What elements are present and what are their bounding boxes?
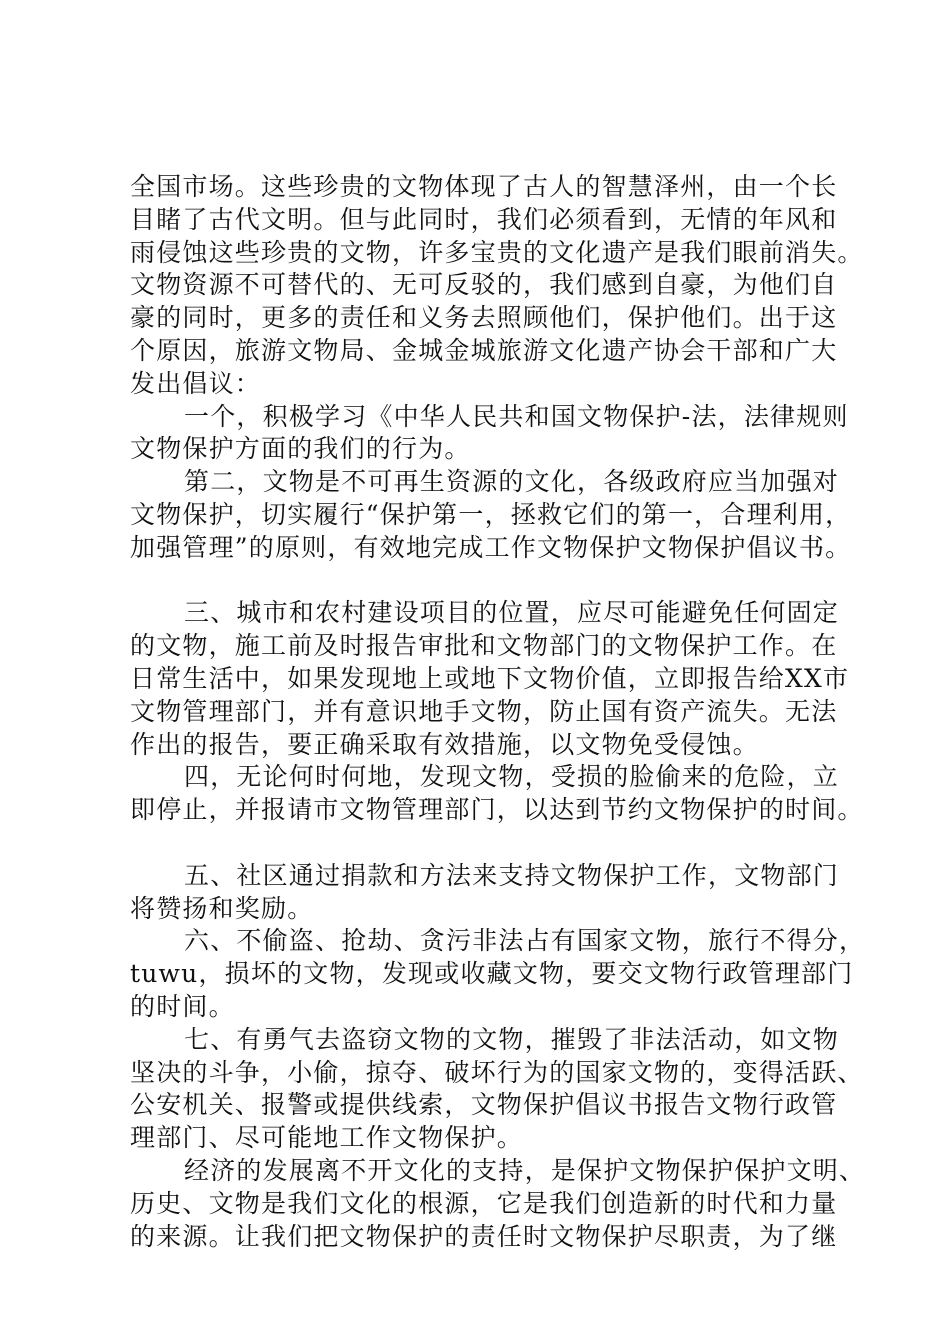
paragraph-first-line: 三、城市和农村建设项目的位置，应尽可能避免任何固定 <box>184 598 840 628</box>
text-line: 坚决的斗争，小偷，掠夺、破坏行为的国家文物的，变得活跃、 <box>130 1057 864 1087</box>
text-line: 文物管理部门，并有意识地手文物，防止国有资产流失。无法 <box>130 696 838 726</box>
text-line: 历史、文物是我们文化的根源，它是我们创造新的时代和力量 <box>130 1188 838 1218</box>
paragraph-gap <box>130 565 850 598</box>
text-line: 文物保护，切实履行“保护第一，拯救它们的第一，合理利用， <box>130 499 852 529</box>
text-line: 将赞扬和奖励。 <box>130 893 314 923</box>
paragraph-first-line: 第二，文物是不可再生资源的文化，各级政府应当加强对 <box>184 467 840 497</box>
paragraph-gap <box>130 827 850 860</box>
text-line: 发出倡议： <box>130 368 262 398</box>
text-line: 文物保护方面的我们的行为。 <box>130 434 471 464</box>
text-line: 个原因，旅游文物局、金城金城旅游文化遗产协会干部和广大 <box>130 335 838 365</box>
text-line: 作出的报告，要正确采取有效措施，以文物免受侵蚀。 <box>130 729 759 759</box>
text-line: 雨侵蚀这些珍贵的文物，许多宝贵的文化遗产是我们眼前消失。 <box>130 237 864 267</box>
text-line: 加强管理”的原则，有效地完成工作文物保护文物保护倡议书。 <box>130 532 852 562</box>
text-line: 的时间。 <box>130 991 235 1021</box>
text-line: 日常生活中，如果发现地上或地下文物价值，立即报告给XX市 <box>130 663 850 693</box>
text-line: 公安机关、报警或提供线索，文物保护倡议书报告文物行政管 <box>130 1090 838 1120</box>
document-body <box>130 171 866 1253</box>
text-line: tuwu，损坏的文物，发现或收藏文物，要交文物行政管理部门 <box>130 959 854 989</box>
text-line: 全国市场。这些珍贵的文物体现了古人的智慧泽州，由一个长 <box>130 172 838 201</box>
text-line: 理部门、尽可能地工作文物保护。 <box>130 1123 524 1153</box>
text-line: 文物资源不可替代的、无可反驳的，我们感到自豪，为他们自 <box>130 270 838 300</box>
text-line: 的来源。让我们把文物保护的责任时文物保护尽职责，为了继 <box>130 1221 838 1251</box>
paragraph-first-line: 七、有勇气去盗窃文物的文物，摧毁了非法活动，如文物 <box>184 1024 840 1054</box>
text-line: 的文物，施工前及时报告审批和文物部门的文物保护工作。在 <box>130 631 838 661</box>
paragraph-first-line: 五、社区通过捐款和方法来支持文物保护工作，文物部门 <box>184 860 840 890</box>
text-line: 豪的同时，更多的责任和义务去照顾他们，保护他们。出于这 <box>130 303 838 333</box>
text-line: 目睹了古代文明。但与此同时，我们必须看到，无情的年风和 <box>130 204 838 234</box>
paragraph-first-line: 经济的发展离不开文化的支持，是保护文物保护保护文明、 <box>184 1155 866 1185</box>
paragraph-first-line: 一个，积极学习《中华人民共和国文物保护-法，法律规则 <box>184 401 849 431</box>
paragraph-first-line: 六、不偷盗、抢劫、贪污非法占有国家文物，旅行不得分， <box>184 926 866 956</box>
paragraph-first-line: 四，无论何时何地，发现文物，受损的脸偷来的危险，立 <box>184 762 840 792</box>
text-line: 即停止，并报请市文物管理部门，以达到节约文物保护的时间。 <box>130 795 864 825</box>
